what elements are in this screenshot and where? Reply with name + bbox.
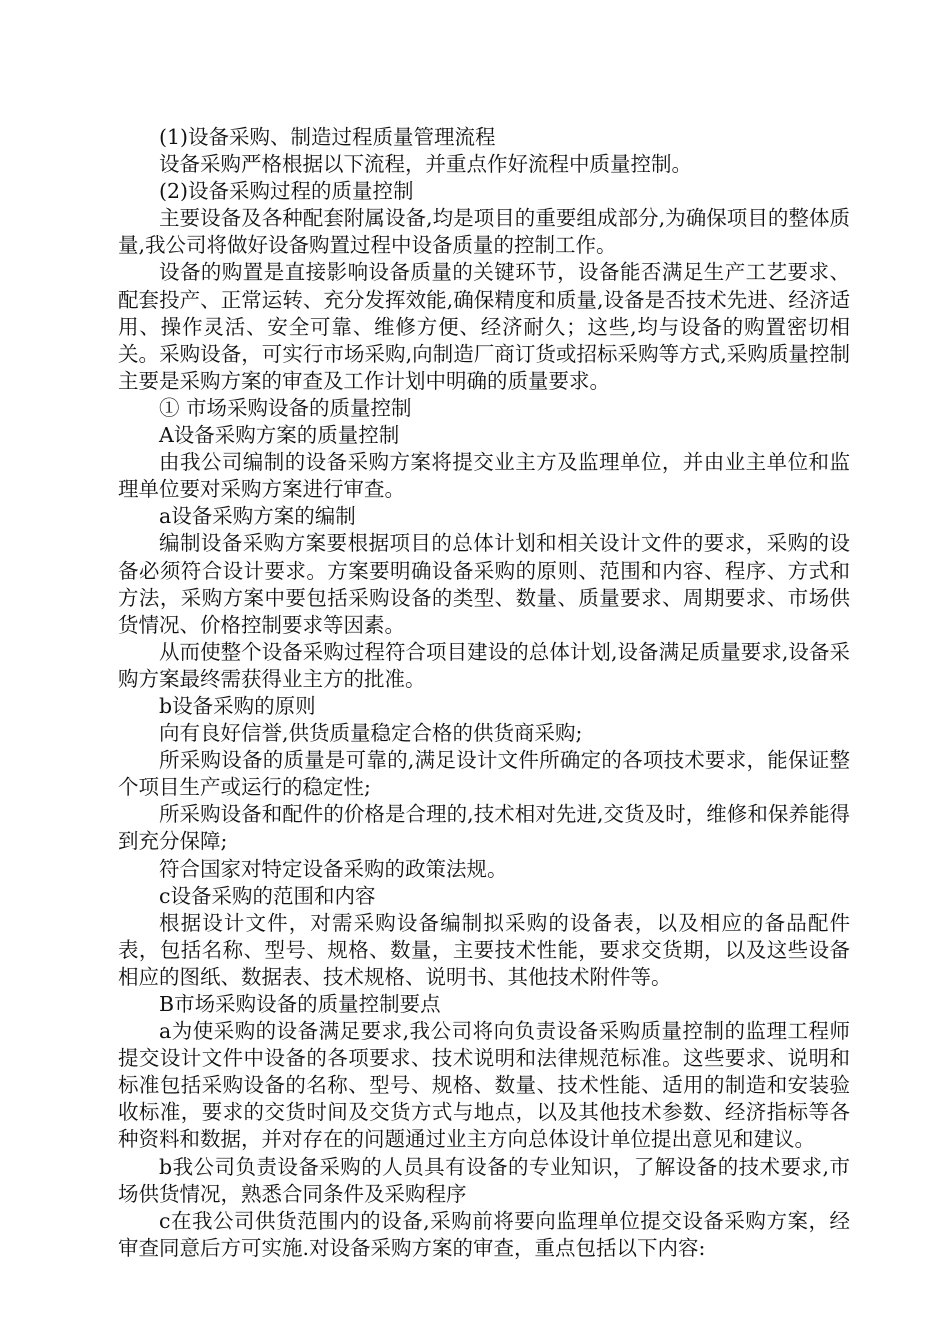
paragraph: a为使采购的设备满足要求,我公司将向负责设备采购质量控制的监理工程师提交设计文件中设备的各项要求、技术说明和法律规范标准。这些要求、说明和标准包括采购设备的名称、型号、规格、数量、技术性能、适用的制造和安装验收标准，要求的交货时间及交货方式与地点，以及其他技术参数、经济指标等各种资料和数据，并对存在的问题通过业主方向总体设计单位提出意见和建议。 (118, 1019, 850, 1152)
subsection-heading: ① 市场采购设备的质量控制 (159, 395, 412, 420)
paragraph: 从而使整个设备采购过程符合项目建设的总体计划,设备满足质量要求,设备采购方案最终需获得业主方的批准。 (118, 639, 850, 691)
paragraph: 编制设备采购方案要根据项目的总体计划和相关设计文件的要求，采购的设备必须符合设计要求。方案要明确设备采购的原则、范围和内容、程序、方式和方法，采购方案中要包括采购设备的类型、数量、质量要求、周期要求、市场供货情况、价格控制要求等因素。 (118, 531, 850, 637)
paragraph: 由我公司编制的设备采购方案将提交业主方及监理单位，并由业主单位和监理单位要对采购方案进行审查。 (118, 450, 850, 502)
subsection-heading: b设备采购的原则 (159, 693, 316, 718)
paragraph: b我公司负责设备采购的人员具有设备的专业知识，了解设备的技术要求,市场供货情况，熟悉合同条件及采购程序 (118, 1154, 850, 1206)
paragraph: 符合国家对特定设备采购的政策法规。 (159, 856, 508, 881)
paragraph: 根据设计文件，对需采购设备编制拟采购的设备表，以及相应的备品配件表，包括名称、型号、规格、数量，主要技术性能，要求交货期，以及这些设备相应的图纸、数据表、技术规格、说明书、其他技术附件等。 (118, 910, 850, 989)
subsection-heading: A设备采购方案的质量控制 (159, 423, 400, 448)
paragraph: c在我公司供货范围内的设备,采购前将要向监理单位提交设备采购方案，经审查同意后方可实施.对设备采购方案的审查，重点包括以下内容: (118, 1208, 850, 1260)
paragraph: 所采购设备和配件的价格是合理的,技术相对先进,交货及时，维修和保养能得到充分保障; (118, 802, 850, 854)
section-heading-2: (2)设备采购过程的质量控制 (159, 179, 414, 204)
subsection-heading: B市场采购设备的质量控制要点 (159, 992, 441, 1016)
paragraph: 设备的购置是直接影响设备质量的关键环节，设备能否满足生产工艺要求、配套投产、正常运转、充分发挥效能,确保精度和质量,设备是否技术先进、经济适用、操作灵活、安全可靠、维修方便、经济耐久；这些,均与设备的购置密切相关。采购设备，可实行市场采购,向制造厂商订货或招标采购等方式,采购质量控制主要是采购方案的审查及工作计划中明确的质量要求。 (118, 260, 850, 393)
subsection-heading: c设备采购的范围和内容 (159, 883, 376, 908)
paragraph: 主要设备及各种配套附属设备,均是项目的重要组成部分,为确保项目的整体质量,我公司将做好设备购置过程中设备质量的控制工作。 (118, 206, 850, 258)
paragraph: 设备采购严格根据以下流程，并重点作好流程中质量控制。 (159, 152, 692, 177)
document-page (118, 124, 850, 1262)
section-heading-1: (1)设备采购、制造过程质量管理流程 (159, 125, 496, 149)
paragraph: 所采购设备的质量是可靠的,满足设计文件所确定的各项技术要求，能保证整个项目生产或运行的稳定性; (118, 748, 850, 800)
subsection-heading: a设备采购方案的编制 (159, 504, 356, 529)
paragraph: 向有良好信誉,供货质量稳定合格的供货商采购; (159, 721, 583, 746)
